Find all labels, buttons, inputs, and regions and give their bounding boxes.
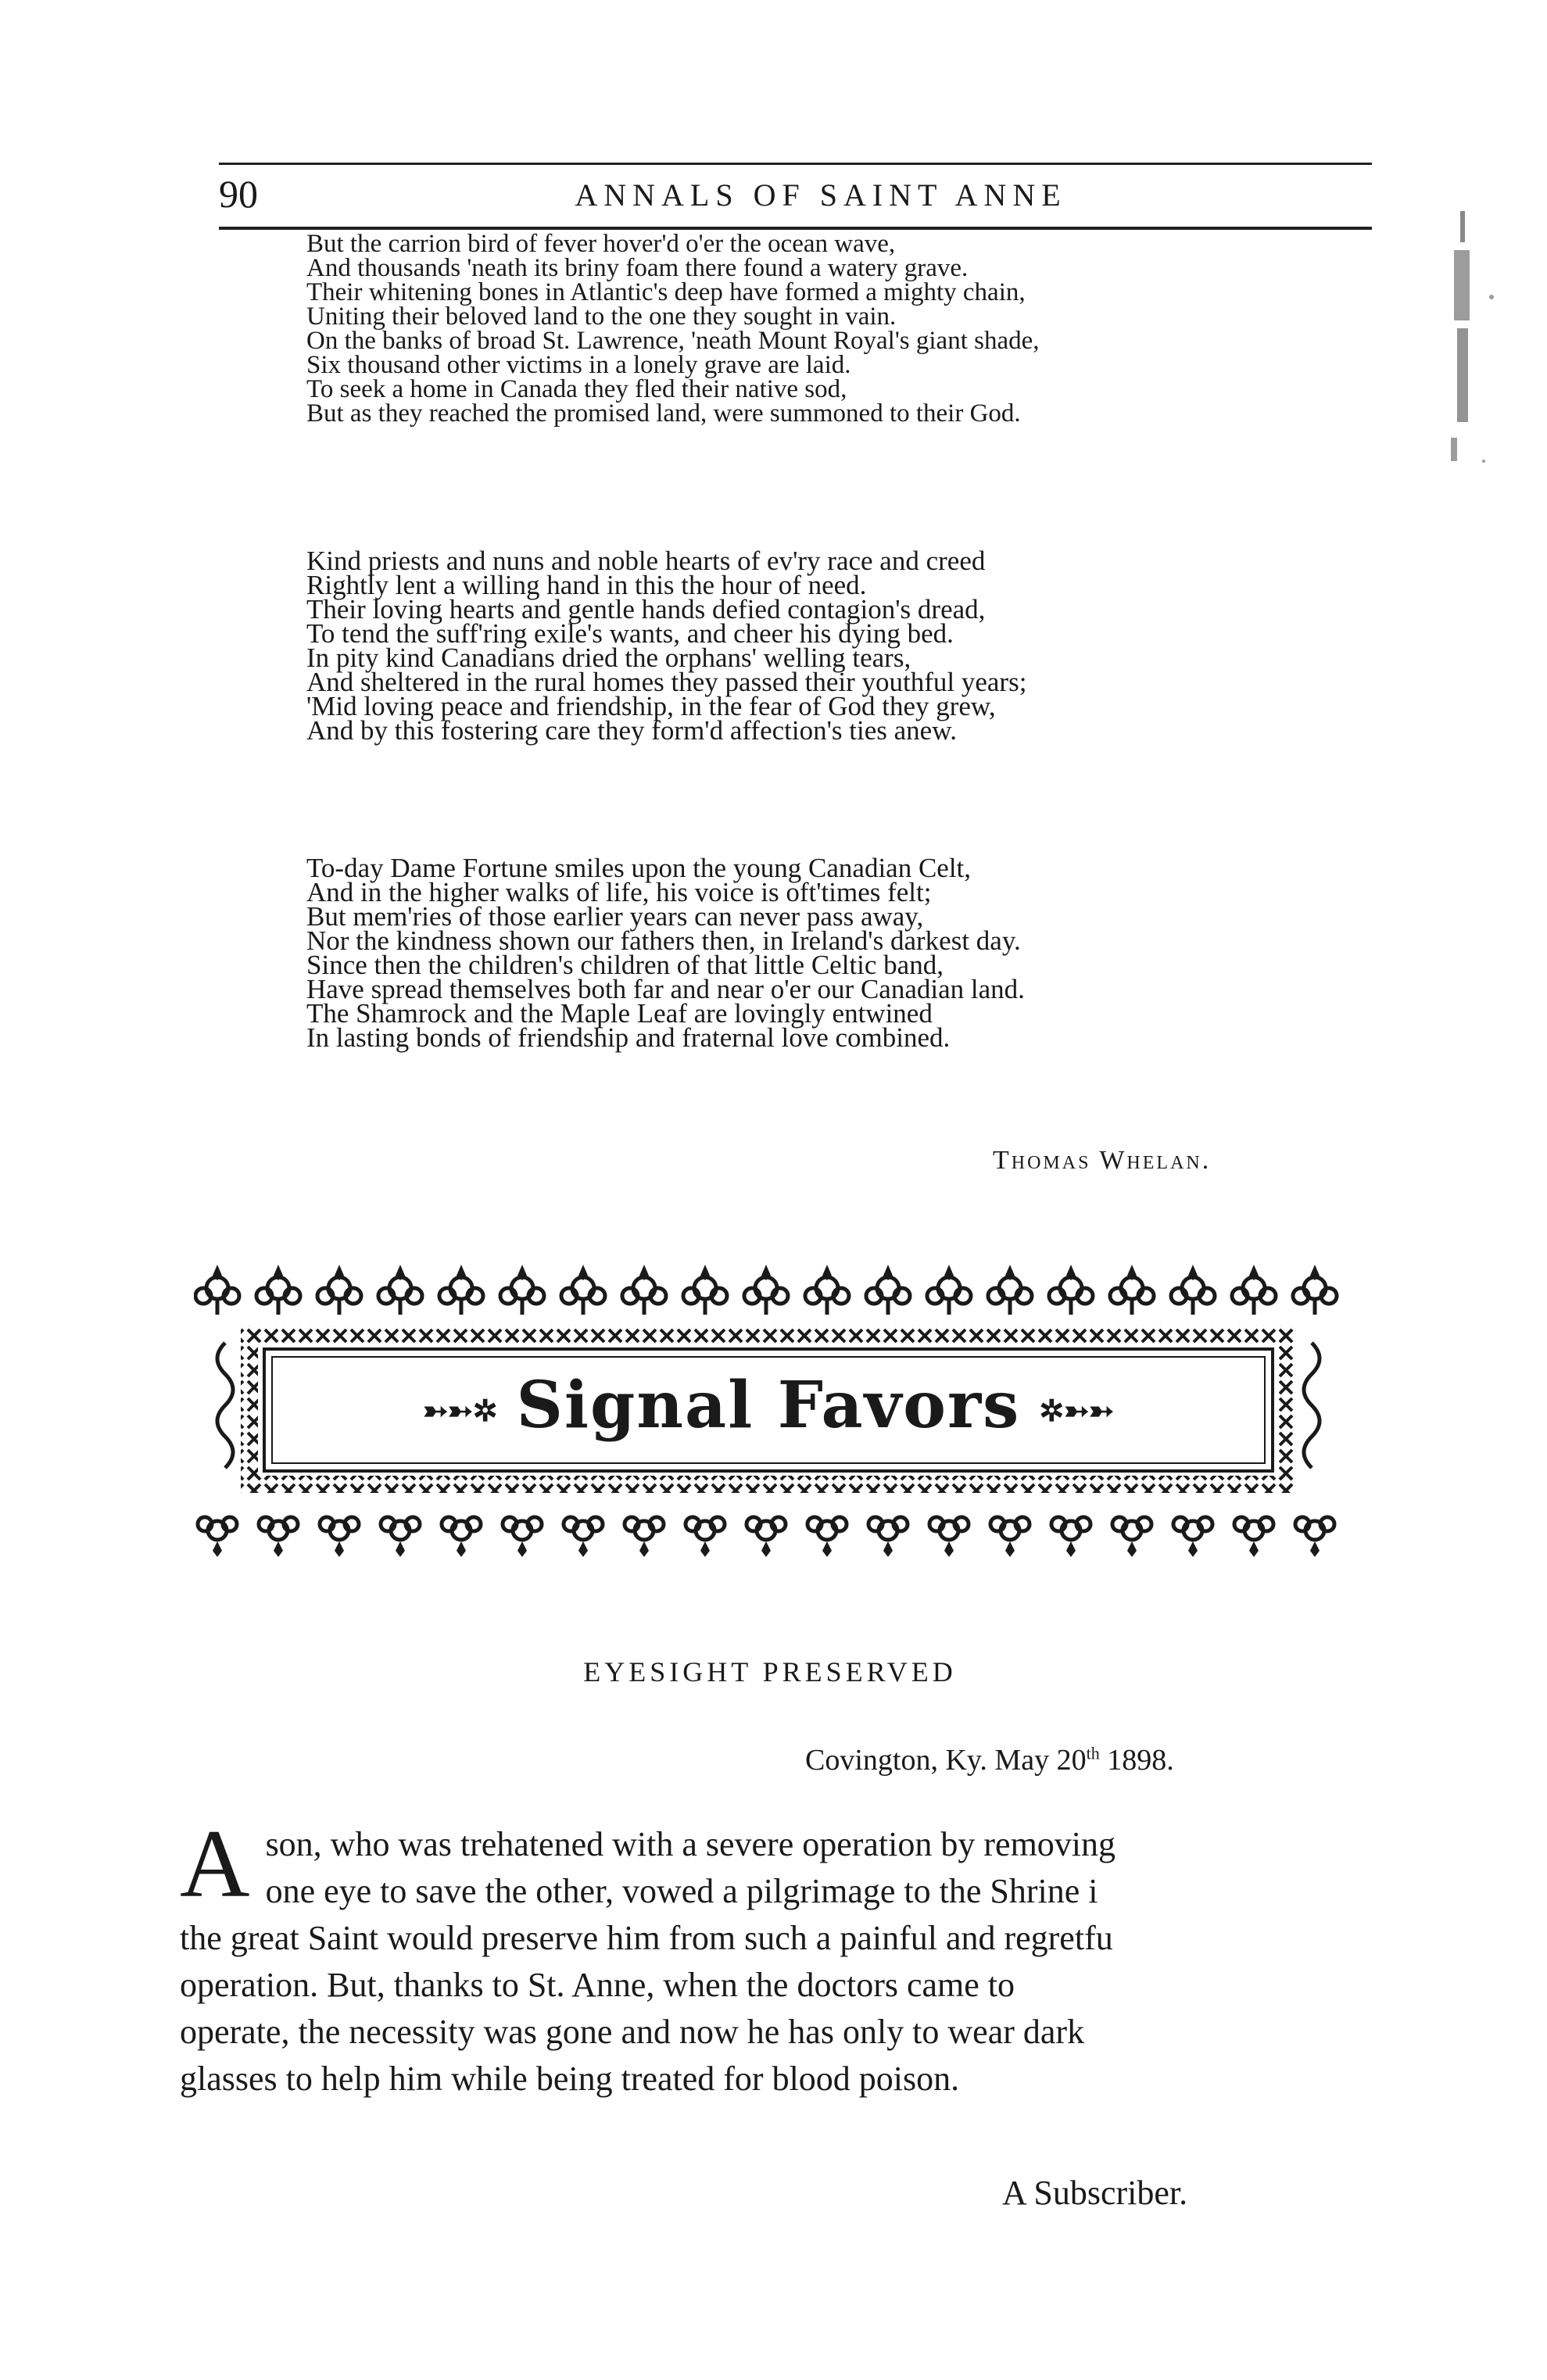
body-line: one eye to save the other, vowed a pilgrimage to the Shrine i — [265, 1872, 1098, 1910]
article-title: EYESIGHT PRESERVED — [583, 1656, 957, 1687]
poem-line: Their whitening bones in Atlantic's deep have formed a mighty chain, — [306, 278, 1026, 306]
poem-author: Thomas Whelan. — [993, 1146, 1212, 1175]
body-line: the great Saint would preserve him from such a painful and regretfu — [180, 1919, 1113, 1957]
body-line: glasses to help him while being treated for blood poison. — [180, 2060, 960, 2098]
poem-line: 'Mid loving peace and friendship, in the fear of God they grew, — [306, 691, 996, 721]
poem-stanza-2 — [306, 546, 1338, 746]
poem-line: Nor the kindness shown our fathers then, in Ireland's darkest day. — [306, 925, 1021, 956]
section-heading-text: Signal Favors — [516, 1368, 1021, 1443]
poem-line: Have spread themselves both far and near o'er our Canadian land. — [306, 974, 1025, 1004]
poem-line: Rightly lent a willing hand in this the hour of need. — [306, 570, 867, 600]
body-line: operate, the necessity was gone and now he has only to wear dark — [180, 2013, 1085, 2051]
poem-line: Since then the children's children of that little Celtic band, — [306, 950, 944, 980]
poem-line: And thousands 'neath its briny foam there found a watery grave. — [306, 254, 969, 282]
poem-line: Six thousand other victims in a lonely grave are laid. — [306, 351, 851, 379]
dateline-place: Covington, Ky. May 20 — [805, 1744, 1087, 1777]
poem-line: But as they reached the promised land, were summoned to their God. — [306, 399, 1021, 428]
poem-line: To tend the suff'ring exile's wants, and cheer his dying bed. — [306, 618, 954, 649]
poem-line: To seek a home in Canada they fled their native sod, — [306, 375, 847, 403]
article-signature: A Subscriber. — [1002, 2174, 1188, 2212]
poem-line: Uniting their beloved land to the one they sought in vain. — [306, 302, 897, 331]
section-heading — [194, 1335, 1343, 1481]
poem-line: And by this fostering care they form'd affection's ties anew. — [306, 715, 957, 746]
article-body — [180, 1810, 1305, 2103]
drop-cap: A — [180, 1810, 250, 1917]
dateline-ordinal: th — [1086, 1743, 1100, 1763]
poem-line: Kind priests and nuns and noble hearts of ev'ry race and creed — [306, 546, 986, 576]
poem-line: But the carrion bird of fever hover'd o'er the ocean wave, — [306, 230, 896, 258]
poem-line: To-day Dame Fortune smiles upon the young Canadian Celt, — [306, 853, 972, 883]
poem-line: On the banks of broad St. Lawrence, 'neath Mount Royal's giant shade, — [306, 327, 1040, 355]
poem-line: Their loving hearts and gentle hands defied contagion's dread, — [306, 594, 986, 625]
running-head: ANNALS OF SAINT ANNE — [575, 177, 1067, 213]
page-number: 90 — [219, 172, 258, 216]
poem-line: But mem'ries of those earlier years can never pass away, — [306, 901, 924, 932]
poem-stanza-1 — [306, 232, 1338, 426]
right-flourish-icon: ✲➳➳ — [1039, 1392, 1114, 1428]
poem-line: In lasting bonds of friendship and fraternal love combined. — [306, 1022, 951, 1053]
left-flourish-icon: ➳➳✲ — [423, 1392, 498, 1428]
header-rule-top — [219, 163, 1372, 165]
body-line: son, who was trehatened with a severe operation by removing — [265, 1825, 1116, 1863]
margin-ink-smudge — [1437, 203, 1515, 500]
dateline — [805, 1743, 1174, 1777]
poem-line: And sheltered in the rural homes they passed their youthful years; — [306, 667, 1027, 697]
poem-stanza-3 — [306, 853, 1338, 1053]
poem-line: And in the higher walks of life, his voice is oft'times felt; — [306, 877, 932, 907]
poem-line: In pity kind Canadians dried the orphans' welling tears, — [306, 642, 911, 673]
body-line: operation. But, thanks to St. Anne, when the doctors came to — [180, 1966, 1015, 2004]
dateline-year: 1898. — [1099, 1744, 1174, 1777]
poem-line: The Shamrock and the Maple Leaf are lovingly entwined — [306, 998, 933, 1029]
